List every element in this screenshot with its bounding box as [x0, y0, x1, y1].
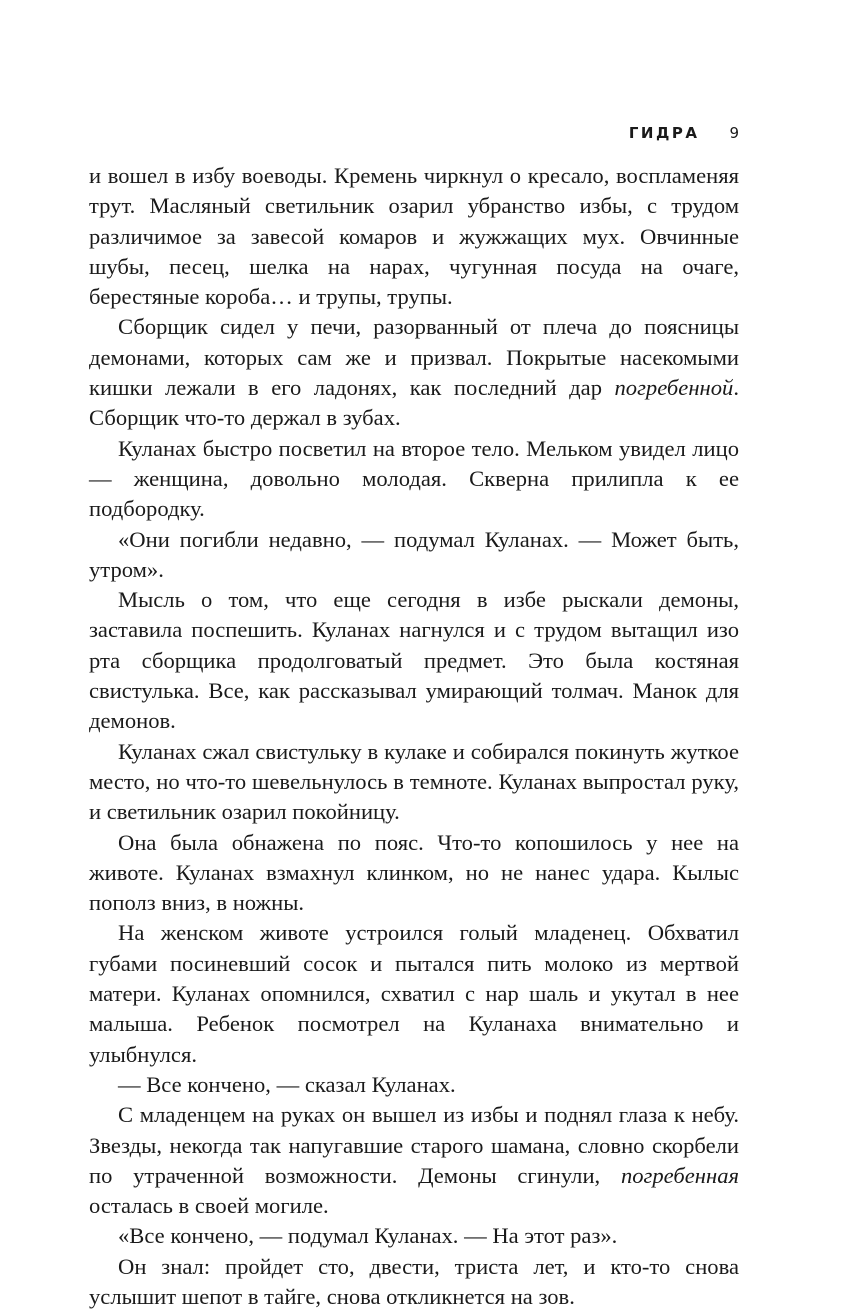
- paragraph: Куланах сжал свистульку в кулаке и собирался покинуть жуткое место, но что-то шевельнулось в темноте. Куланах выпростал руку, и светильник озарил покойницу.: [89, 738, 739, 825]
- paragraph: Сборщик сидел у печи, разорванный от плеча до поясницы демонами, которых сам же и призвал. Покрытые насекомыми кишки лежали в его ладонях, как последний дар погребенной. Сборщик что-то держал в зубах.: [89, 314, 739, 431]
- paragraph: Он знал: пройдет сто, двести, триста лет, и кто-то снова услышит шепот в тайге, снова откликнется на зов.: [89, 1253, 739, 1309]
- paragraph: Она была обнажена по пояс. Что-то копошилось у нее на животе. Куланах взмахнул клинком, но не нанес удара. Кылыс пополз вниз, в ножны.: [89, 829, 739, 916]
- paragraph: «Все кончено, — подумал Куланах. — На этот раз».: [118, 1223, 618, 1249]
- italic-word: погребенной: [614, 375, 734, 401]
- paragraph: Мысль о том, что еще сегодня в избе рыскали демоны, заставила поспешить. Куланах нагнулся и с трудом вытащил изо рта сборщика продолговатый предмет. Это была костяная свистулька. Все, как рассказывал умирающий толмач. Манок для демонов.: [89, 587, 739, 734]
- paragraph: На женском животе устроился голый младенец. Обхватил губами посиневший сосок и пытался пить молоко из мертвой матери. Куланах опомнился, схватил с нар шаль и укутал в нее малыша. Ребенок посмотрел на Куланаха внимательно и улыбнулся.: [89, 920, 739, 1067]
- page-number: 9: [729, 124, 739, 142]
- body-text: [89, 161, 739, 1312]
- running-header: [629, 124, 739, 142]
- paragraph: и вошел в избу воеводы. Кремень чиркнул о кресало, воспламеняя трут. Масляный светильник озарил убранство избы, с трудом различимое за завесой комаров и жужжащих мух. Овчинные шубы, песец, шелка на нарах, чугунная посуда на очаге, берестяные короба… и трупы, трупы.: [89, 163, 739, 310]
- paragraph: Куланах быстро посветил на второе тело. Мельком увидел лицо — женщина, довольно молодая. Скверна прилипла к ее подбородку.: [89, 435, 739, 522]
- paragraph: «Они погибли недавно, — подумал Куланах. — Может быть, утром».: [89, 526, 739, 582]
- italic-word: погребенная: [620, 1162, 739, 1188]
- paragraph: — Все кончено, — сказал Куланах.: [118, 1071, 456, 1097]
- paragraph: С младенцем на руках он вышел из избы и поднял глаза к небу. Звезды, некогда так напугавшие старого шамана, словно скорбели по утраченной возможности. Демоны сгинули, погребенная осталась в своей могиле.: [89, 1102, 739, 1219]
- running-title: ГИДРА: [628, 124, 700, 142]
